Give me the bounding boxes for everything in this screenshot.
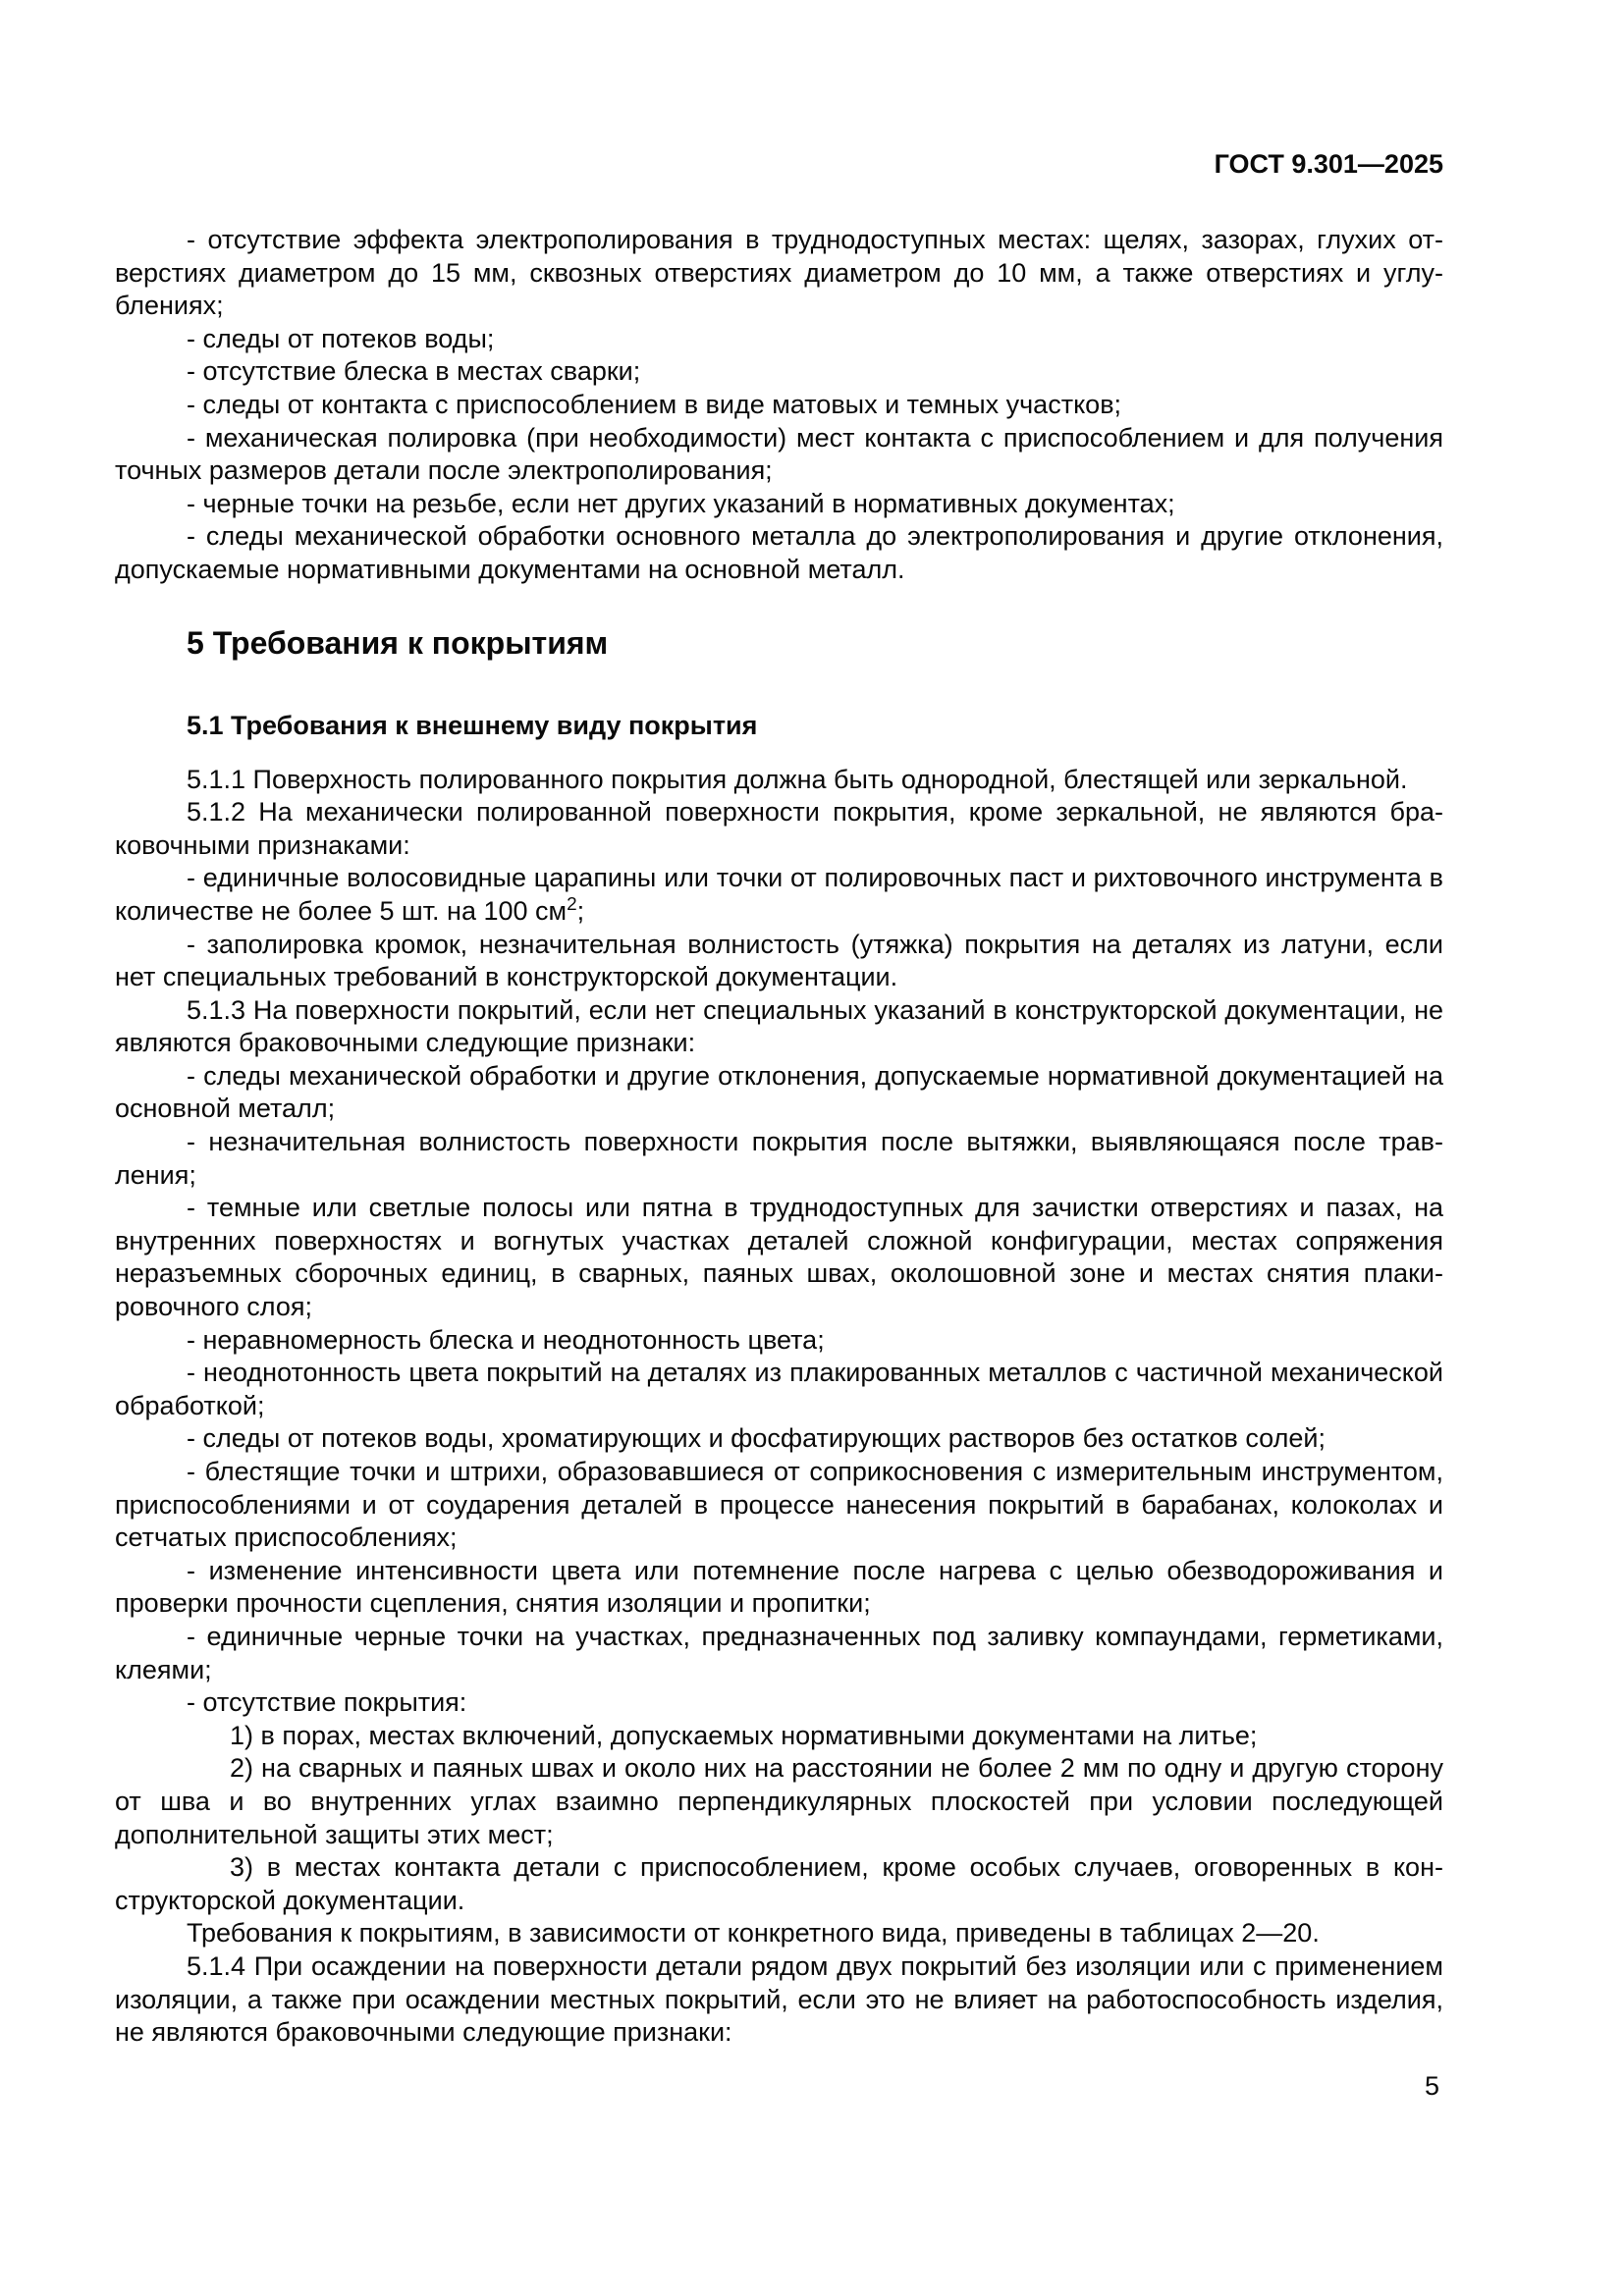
dash-list-item: - неравномерность блеска и неоднотонность цвета; xyxy=(187,1324,825,1355)
list-item-text: ; xyxy=(576,895,585,926)
dash-list-item: - заполировка кромок, незначительная волнистость (утяжка) покрытия на деталях из латуни, если нет специальных требований в конструкторской документации. xyxy=(115,929,1443,992)
dash-list-item: - следы механической обработки и другие отклонения, допускаемые нормативной документацией на основной металл; xyxy=(115,1060,1443,1124)
dash-list-item: - механическая полировка (при необходимости) мест контакта с приспособлением и для получения точных размеров детали после электрополирования; xyxy=(115,422,1443,486)
subsection-5-1-title: 5.1 Требования к внешнему виду покрытия xyxy=(187,710,758,740)
page-number: 5 xyxy=(1424,2071,1439,2101)
clause-5-1-2: 5.1.2 На механически полированной поверхности покрытия, кроме зеркальной, не являются браковочными признаками: xyxy=(115,797,1443,860)
numbered-list-item-1: 1) в порах, местах включений, допускаемых нормативными документами на литье; xyxy=(230,1720,1258,1750)
clause-5-1-4: 5.1.4 При осаждении на поверхности детали рядом двух покрытий без изоляции или с применением изоляции, а также при осаждении местных покрытий, если это не влияет на работоспособность изделия, не являются браковочными следующие признаки: xyxy=(115,1950,1443,2048)
dash-list-item: - следы от потеков воды; xyxy=(187,323,495,353)
dash-list-item: - темные или светлые полосы или пятна в труднодоступных для зачистки отверстиях и пазах, на внутренних поверхностях и вогнутых участках деталей сложной конфигурации, местах сопряжения неразъемных сборочных единиц, в сварных, паяных швах, околошовной зоне и местах снятия плакировочного слоя; xyxy=(115,1193,1443,1322)
list-item-text: - единичные волосовидные царапины или точки от полировочных паст и рихтовочного инструмента в количестве не более 5 шт. на 100 см xyxy=(115,863,1443,926)
dash-list-item: - единичные черные точки на участках, предназначенных под заливку компаундами, герметиками, клеями; xyxy=(115,1621,1443,1684)
document-code-header: ГОСТ 9.301—2025 xyxy=(1214,149,1443,179)
dash-list-item: - следы механической обработки основного металла до электрополирования и другие отклонения, допускаемые нормативными документами на основной металл. xyxy=(115,521,1443,584)
clause-paragraph: Требования к покрытиям, в зависимости от конкретного вида, приведены в таблицах 2—20. xyxy=(187,1918,1320,1949)
dash-list-item: - следы от потеков воды, хроматирующих и фосфатирующих растворов без остатков солей; xyxy=(187,1423,1326,1454)
dash-list-item: - изменение интенсивности цвета или потемнение после нагрева с целью обезводороживания и проверки прочности сцепления, снятия изоляции и пропитки; xyxy=(115,1555,1443,1619)
numbered-list-item-3: 3) в местах контакта детали с приспособлением, кроме особых случаев, оговоренных в конструкторской документации. xyxy=(115,1852,1443,1915)
superscript-2: 2 xyxy=(567,893,577,915)
clause-5-1-3: 5.1.3 На поверхности покрытий, если нет специальных указаний в конструкторской документации, не являются браковочными следующие признаки: xyxy=(115,994,1443,1058)
dash-list-item: - блестящие точки и штрихи, образовавшиеся от соприкосновения с измерительным инструментом, приспособлениями и от соударения деталей в процессе нанесения покрытий в барабанах, колоколах и сетчатых приспособлениях; xyxy=(115,1457,1443,1553)
dash-list-item: - отсутствие блеска в местах сварки; xyxy=(187,356,641,387)
dash-list-item: - отсутствие покрытия: xyxy=(187,1687,467,1718)
clause-5-1-1: 5.1.1 Поверхность полированного покрытия должна быть однородной, блестящей или зеркальной. xyxy=(187,764,1408,794)
dash-list-item: - незначительная волнистость поверхности покрытия после вытяжки, выявляющаяся после травления; xyxy=(115,1127,1443,1190)
dash-list-item: - отсутствие эффекта электрополирования в труднодоступных местах: щелях, зазорах, глухих отверстиях диаметром до 15 мм, сквозных отверстиях диаметром до 10 мм, а также отверстиях и углублениях; xyxy=(115,225,1443,321)
dash-list-item xyxy=(115,862,1443,928)
section-5-title: 5 Требования к покрытиям xyxy=(187,624,609,661)
document-content xyxy=(115,147,1443,2050)
dash-list-item: - черные точки на резьбе, если нет других указаний в нормативных документах; xyxy=(187,488,1175,518)
dash-list-item: - следы от контакта с приспособлением в виде матовых и темных участков; xyxy=(187,389,1122,419)
numbered-list-item-2: 2) на сварных и паяных швах и около них на расстоянии не более 2 мм по одну и другую сторону от шва и во внутренних углах взаимно перпендикулярных плоскостей при условии последующей дополнительной защиты этих мест; xyxy=(115,1753,1443,1849)
dash-list-item: - неоднотонность цвета покрытий на деталях из плакированных металлов с частичной механической обработкой; xyxy=(115,1358,1443,1420)
